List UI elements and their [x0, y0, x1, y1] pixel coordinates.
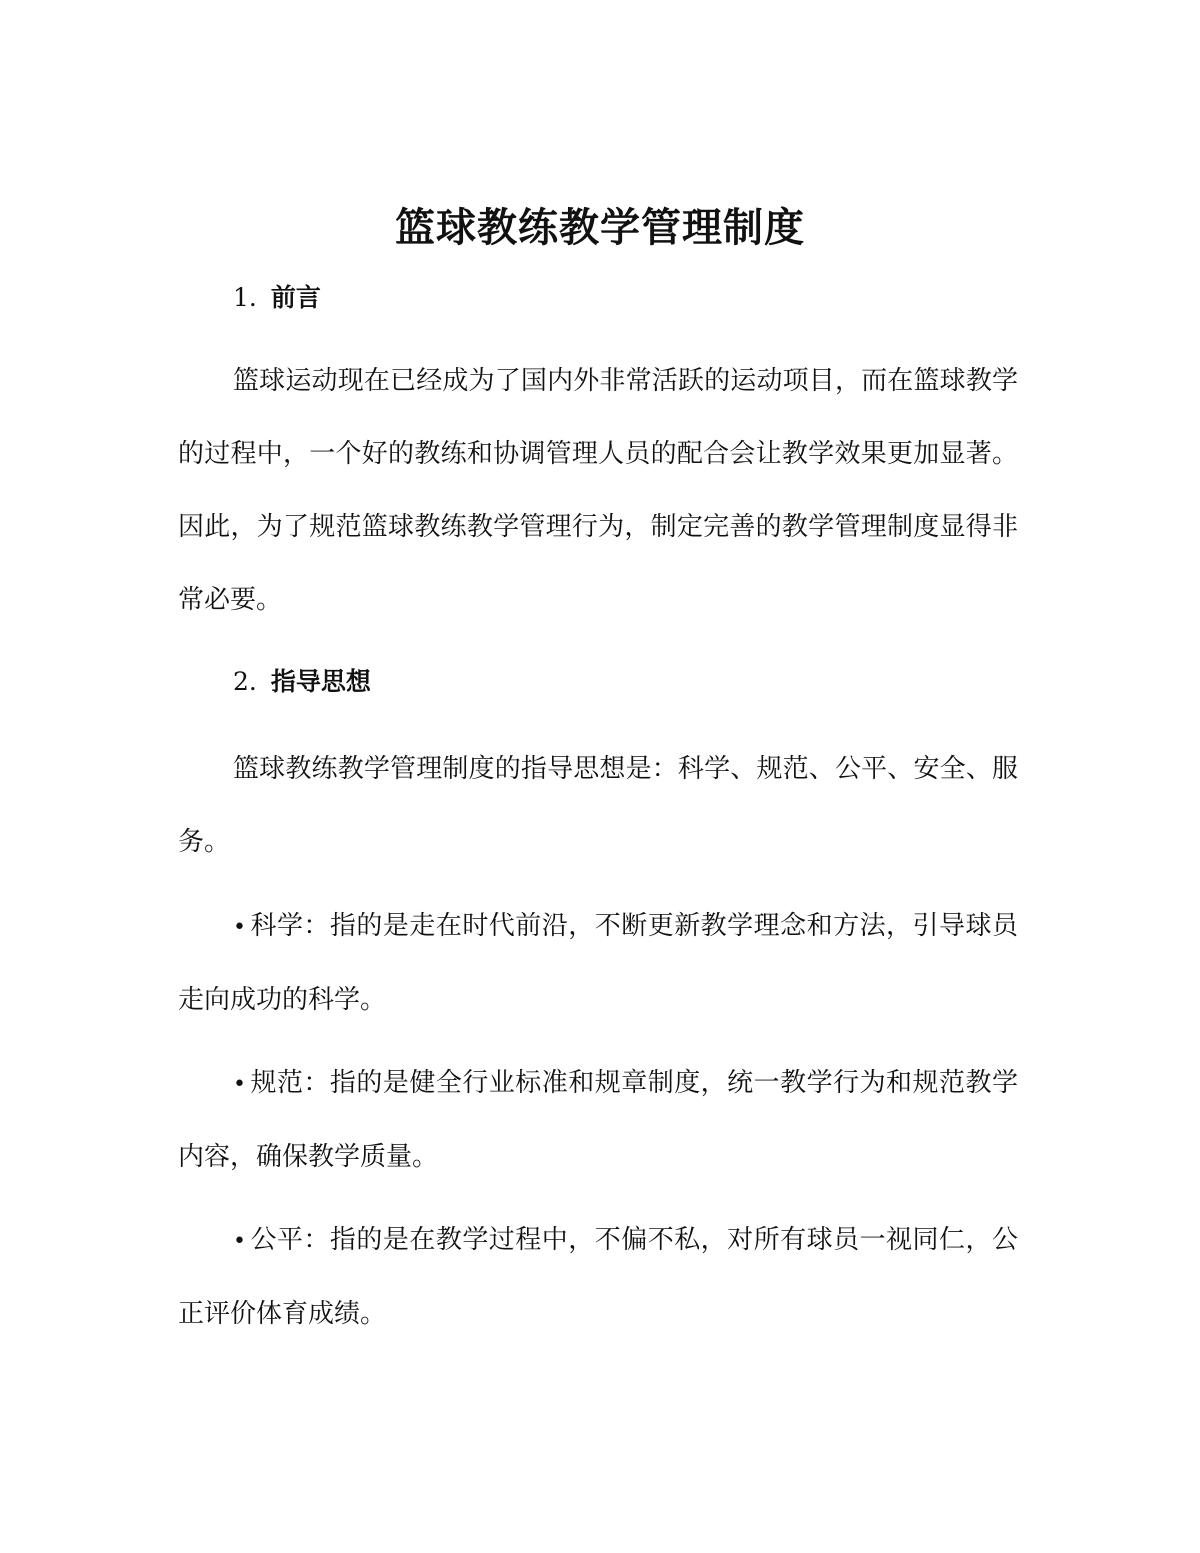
section-number: 1.: [233, 283, 257, 312]
section-heading-preface: [233, 280, 321, 316]
section-heading-guiding-ideas: [233, 664, 371, 700]
bullet-item-standard: [178, 1047, 1018, 1194]
bullet-text: 科学：指的是走在时代前沿，不断更新教学理念和方法，引导球员走向成功的科学。: [178, 911, 1018, 1015]
bullet-marker: •: [233, 1072, 246, 1097]
section-number: 2.: [233, 667, 257, 696]
bullet-item-science: [178, 890, 1018, 1037]
bullet-item-fairness: [178, 1204, 1018, 1351]
bullet-text: 公平：指的是在教学过程中，不偏不私，对所有球员一视同仁，公正评价体育成绩。: [178, 1225, 1018, 1329]
guiding-ideas-paragraph: 篮球教练教学管理制度的指导思想是：科学、规范、公平、安全、服务。: [178, 754, 1018, 857]
section-title: 前言: [270, 283, 321, 312]
preface-paragraph: 篮球运动现在已经成为了国内外非常活跃的运动项目，而在篮球教学的过程中，一个好的教练和协调管理人员的配合会让教学效果更加显著。因此，为了规范篮球教练教学管理行为，制定完善的教学管理制度显得非常必要。: [178, 366, 1018, 615]
bullet-text: 规范：指的是健全行业标准和规章制度，统一教学行为和规范教学内容，确保教学质量。: [178, 1068, 1018, 1172]
document-title: 篮球教练教学管理制度: [395, 205, 805, 251]
section-title: 指导思想: [270, 667, 371, 696]
bullet-marker: •: [233, 1229, 246, 1254]
bullet-marker: •: [233, 915, 246, 940]
